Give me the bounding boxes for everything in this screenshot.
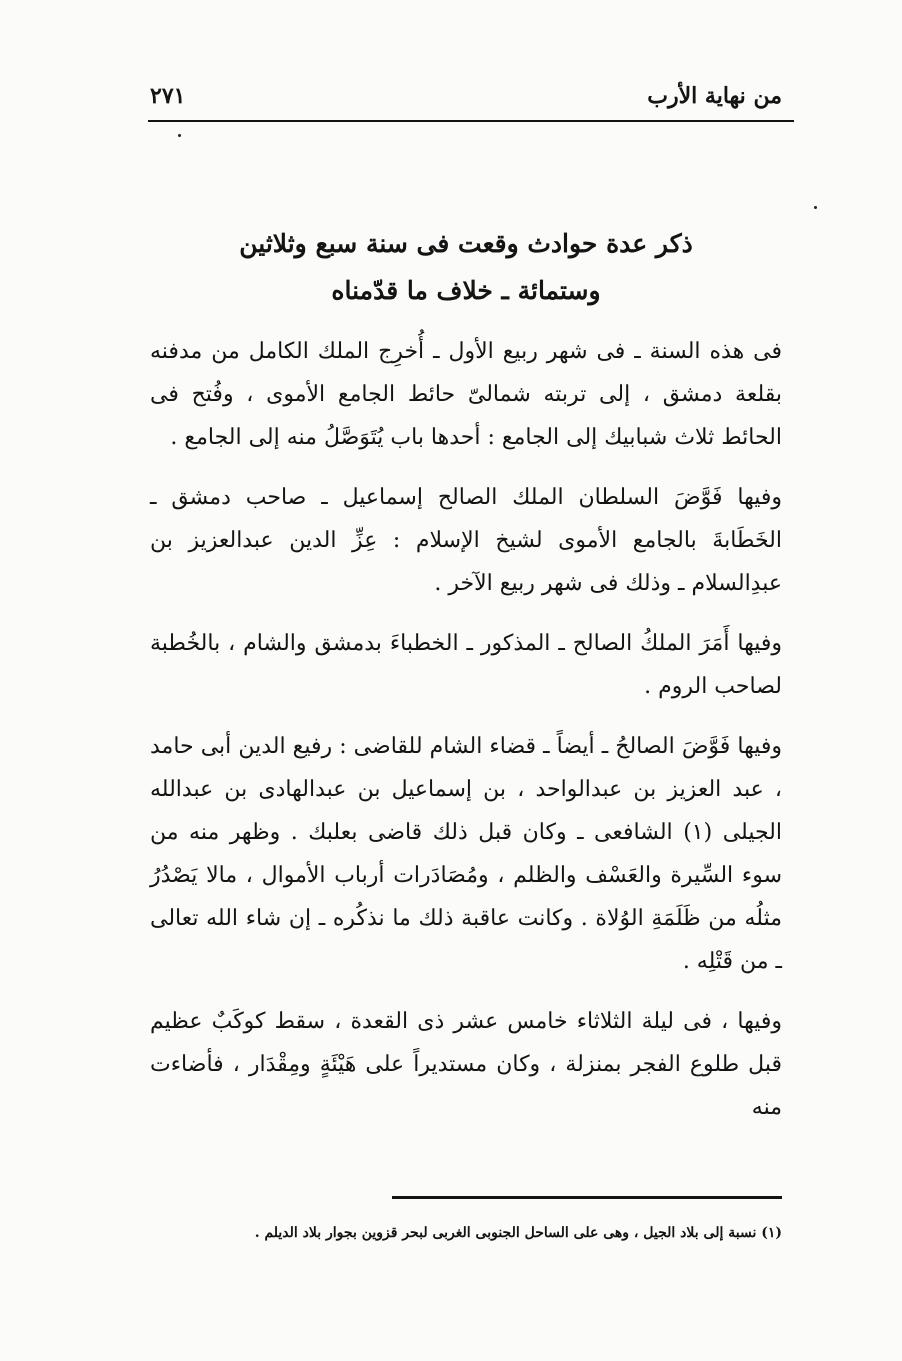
section-heading — [150, 220, 782, 314]
page-number: ٢٧١ — [150, 83, 186, 109]
paragraph-4: وفيها فَوَّضَ الصالحُ ـ أيضاً ـ قضاء الشام للقاضى : رفيع الدين أبى حامد ، عبد العزيز بن عبدالواحد ، بن إسماعيل بن عبدالهادى بن عبدالله الجيلى (١) الشافعى ـ وكان قبل ذلك قاضى بعلبك . وظهر منه من سوء السِّيرة والعَسْف والظلم ، ومُصَادَرات أرباب الأموال ، مالا يَصْدُرُ مثلُه من ظَلَمَةِ الوُلاة . وكانت عاقبة ذلك ما نذكُره ـ إن شاء الله تعالى ـ من قَتْلِه . — [150, 734, 782, 974]
running-title: من نهاية الأرب — [647, 83, 782, 109]
print-speck — [178, 134, 181, 137]
page-header — [150, 78, 782, 114]
print-speck — [814, 206, 817, 209]
footnote: (١) نسبة إلى بلاد الجيل ، وهى على الساحل الجنوبى الغربى لبحر قزوين بجوار بلاد الديلم . — [254, 1225, 782, 1241]
paragraph-2: وفيها فَوَّضَ السلطان الملك الصالح إسماعيل ـ صاحب دمشق ـ الخَطَابةَ بالجامع الأموى لشيخ الإسلام : عِزِّ الدين عبدالعزيز بن عبدِالسلام ـ وذلك فى شهر ربيع الآخر . — [150, 485, 782, 596]
body-text — [150, 330, 782, 1146]
heading-line-2: وستمائة ـ خلاف ما قدّمناه — [331, 276, 601, 305]
footnote-rule — [392, 1196, 782, 1199]
header-rule — [148, 120, 794, 122]
heading-line-1: ذكر عدة حوادث وقعت فى سنة سبع وثلاثين — [239, 229, 693, 258]
paragraph-1: فى هذه السنة ـ فى شهر ربيع الأول ـ أُخرِج الملك الكامل من مدفنه بقلعة دمشق ، إلى تربته شمالىّ حائط الجامع الأموى ، وفُتح فى الحائط ثلاث شبابيك إلى الجامع : أحدها باب يُتَوَصَّلُ منه إلى الجامع . — [150, 339, 782, 450]
paragraph-3: وفيها أَمَرَ الملكُ الصالح ـ المذكور ـ الخطباءَ بدمشق والشام ، بالخُطبة لصاحب الروم . — [150, 631, 782, 699]
paragraph-5: وفيها ، فى ليلة الثلاثاء خامس عشر ذى القعدة ، سقط كوكَبٌ عظيم قبل طلوع الفجر بمنزلة ، وكان مستديراً على هَيْئَةٍ ومِقْدَار ، فأضاءت منه — [150, 1009, 782, 1120]
